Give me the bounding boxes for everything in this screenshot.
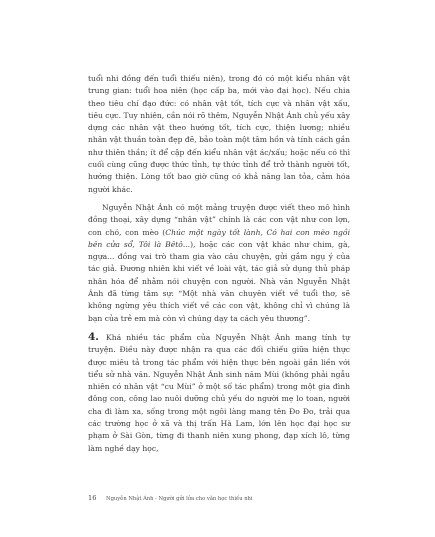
italic-title-run: Chúc một ngày tốt lành, Có hai con mèo ngồi bên cửa sổ, Tôi là Bêtô [88, 227, 350, 249]
running-title: Nguyễn Nhật Ánh - Người gửi lửa cho văn học thiếu nhi [106, 496, 253, 502]
paragraph [88, 202, 350, 325]
page-number: 16 [88, 494, 97, 502]
paragraph [88, 331, 350, 455]
text-run: tuổi nhi đồng đến tuổi thiếu niên), trong đó có một kiểu nhân vật trung gian: tuổi hoa niên (học cấp ba, mới vào đại học). Nếu chia theo tiêu chí đạo đức: có nhân vật tốt, tích cực và nhân vật xấu, tiêu cực. Tuy nhiên, cần nói rõ thêm, Nguyễn Nhật Ánh chủ yếu xây dựng các nhân vật theo hướng tốt, tích cực, thiện lương; nhiều nhân vật thuần toàn đẹp đẽ, bảo toàn một tâm hồn và tính cách gần như thiên thần; ít để cập đến kiểu nhân vật ác/xấu; hoặc nếu có thì cuối cùng cũng được thức tỉnh, tự thức tỉnh để trở thành người tốt, hướng thiện. Lòng tốt bao giờ cũng có khả năng lan tỏa, cảm hóa người khác. [88, 74, 350, 194]
text-run: Khá nhiều tác phẩm của Nguyễn Nhật Ánh mang tính tự truyện. Điều này được nhận ra qua các đối chiếu giữa hiện thực được miêu tả trong tác phẩm với hiện thực bên ngoài gần liền với tiểu sử nhà văn. Nguyễn Nhật Ánh sinh năm Mùi (không phải ngẫu nhiên có nhân vật “cu Mùi” ở một số tác phẩm) trong một gia đình đông con, công lao nuôi dưỡng chủ yếu do người mẹ lo toan, người cha đi làm xa, sống trong một ngôi làng mang tên Đo Đo, trải qua các trường học ở xã và thị trấn Hà Lam, lớn lên học đại học sư phạm ở Sài Gòn, từng đi thanh niên xung phong, đạp xích lô, từng làm nghề dạy học, [88, 332, 350, 453]
paragraph [88, 73, 350, 196]
section-number: 4. [88, 330, 99, 343]
page-body [88, 73, 350, 455]
text-run: Nguyễn Nhật Ánh có một mảng truyện được viết theo mô hình đồng thoại, xây dựng “nhân vật” chính là các con vật như con lợn, con chó, con mèo ( [88, 202, 350, 237]
page-footer [88, 494, 253, 502]
text-run: ...), hoặc các con vật khác như chim, gà, ngựa... đồng vai trò tham gia vào câu chuyện, gửi gắm ngụ ý của tác giả. Đương nhiên khi viết về loài vật, tác giả sử dụng thủ pháp nhân hóa để nhằm nói chuyện con người. Nhà văn Nguyễn Nhật Ánh đã từng tâm sự: “Một nhà văn chuyên viết về tuổi thơ, sẽ không ngừng yêu thích viết về các con vật, không chỉ vì chúng là bạn của trẻ em mà còn vì chúng dạy ta cách yêu thương”. [88, 239, 350, 323]
